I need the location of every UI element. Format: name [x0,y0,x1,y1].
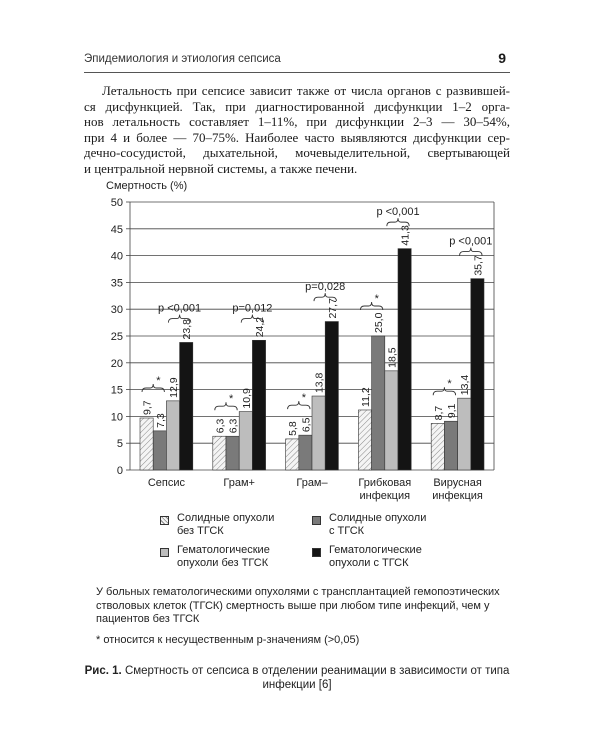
legend-swatch-dark-gray [312,516,321,525]
bar [471,279,484,470]
body-line: при 4 и более — 70–75%. Наиболее часто выявляются дисфункции сер- [84,129,510,145]
bar-value-label: 10,9 [240,388,253,409]
p-value-label: p=0,012 [232,302,273,315]
p-value-label: p <0,001 [376,206,420,219]
body-line: нов летальность составляет 1–11%, при дисфункции 2–3 — 30–54%, [84,114,510,130]
y-tick-label: 35 [110,277,123,290]
bar-value-label: 23,8 [181,318,194,340]
bar [239,412,252,470]
body-line: ся дисфункцией. Так, при диагностированной дисфункции 1–2 орга- [84,98,510,114]
legend-item [312,512,472,542]
bar-value-label: 13,4 [459,374,472,396]
bar [385,371,398,470]
bar [252,340,265,470]
significance-note: * относится к несущественным p-значениям (>0,05) [96,634,360,646]
x-category-label: Вирусная [433,477,482,489]
body-line: и центральной нервной системы, а также печени. [84,160,358,176]
star-bracket [433,387,455,395]
p-value-bracket [460,248,482,256]
legend-label: Солидные опухоли без ТГСК [177,512,275,537]
y-tick-label: 25 [110,331,123,343]
bar-value-label: 18,5 [386,347,399,368]
body-line: Летальность при сепсисе зависит также от числа органов с развившей- [102,83,510,98]
bar-value-label: 13,8 [313,372,326,394]
bar [431,423,444,470]
y-tick-label: 30 [110,304,123,317]
bar [312,396,325,470]
body-paragraph [84,83,510,177]
bar-value-label: 7,3 [154,413,167,428]
legend-label: Солидные опухоли с ТГСК [329,512,427,537]
star-marker: * [374,293,379,305]
star-bracket [288,401,310,409]
bar [140,418,153,470]
bar-value-label: 35,7 [472,255,485,276]
legend-item [312,544,472,574]
y-tick-label: 15 [110,384,123,397]
y-tick-label: 0 [116,465,123,477]
bar [458,398,471,470]
bar [299,435,312,470]
x-category-label: инфекция [432,490,483,502]
legend-item [160,512,320,542]
p-value-label: p <0,001 [449,235,493,248]
legend-swatch-black [312,548,321,557]
bar [372,336,385,470]
page-number: 9 [498,50,506,66]
star-marker: * [447,378,452,391]
bar-value-label: 5,8 [287,421,300,436]
x-category-label: Сепсис [147,477,185,489]
y-axis-label: Смертность (%) [106,180,188,192]
bar-value-label: 41,3 [399,225,412,246]
y-tick-label: 50 [110,197,123,209]
figure-note: У больных гематологическими опухолями с трансплантацией гемопоэтических стволовых клеток (ТГСК) смертность выше при любом типе инфекций, чем у пациентов без ТГСК [96,586,500,625]
body-line: дечно-сосудистой, дыхательной, мочевыделительной, свертывающей [84,145,510,161]
y-tick-labels [111,197,123,477]
p-value-bracket [387,218,409,226]
running-header [84,50,510,73]
y-tick-label: 20 [110,357,123,370]
star-marker: * [301,392,307,405]
figure-caption-label: Рис. 1. [84,665,122,677]
x-category-label: Грам– [296,477,328,489]
bar-value-label: 11,2 [360,387,372,407]
bar-value-label: 12,9 [168,377,180,398]
bar [444,421,457,470]
bar-value-label: 8,7 [432,405,445,421]
legend-label: Гематологические опухоли без ТГСК [177,544,270,569]
y-tick-label: 10 [110,411,123,424]
bar-value-label: 9,7 [141,400,154,416]
bar [153,431,166,470]
bar [226,436,239,470]
bar-value-label: 27,7 [326,298,339,319]
legend [160,512,480,576]
bar [286,439,299,470]
star-marker: * [156,375,161,388]
x-category-label: Грам+ [223,477,255,489]
figure-caption-text: Смертность от сепсиса в отделении реанимации в зависимости от типа инфекции [6] [124,665,510,691]
bar-value-label: 6,3 [214,418,227,434]
x-category-labels [148,477,483,502]
bar-value-label: 9,1 [446,403,458,419]
bar-value-label: 6,5 [300,417,313,433]
star-marker: * [229,393,234,406]
y-tick-label: 45 [110,223,123,236]
legend-label: Гематологические опухоли с ТГСК [329,544,422,569]
star-bracket [360,302,382,310]
x-category-label: инфекция [359,490,411,502]
star-bracket [142,384,164,392]
bar [166,401,179,470]
running-header-title: Эпидемиология и этиология сепсиса [84,53,281,65]
legend-item [160,544,320,574]
y-tick-label: 5 [116,438,123,451]
bar [325,322,338,470]
bar [358,410,371,470]
p-value-label: p=0,028 [305,281,346,294]
bar-value-label: 6,3 [227,418,240,434]
figure-caption [84,664,510,692]
mortality-bar-chart [84,172,514,512]
bar [398,249,411,470]
bar-value-label: 25,0 [373,312,386,333]
legend-swatch-light-gray [160,548,169,557]
star-bracket [215,402,237,410]
x-category-label: Грибковая [358,477,412,489]
bar [180,342,193,470]
bar-value-label: 24,2 [254,316,266,338]
bar [213,436,226,470]
legend-swatch-hatched [160,516,169,525]
p-value-label: p <0,001 [158,302,202,315]
y-tick-label: 40 [110,250,123,263]
